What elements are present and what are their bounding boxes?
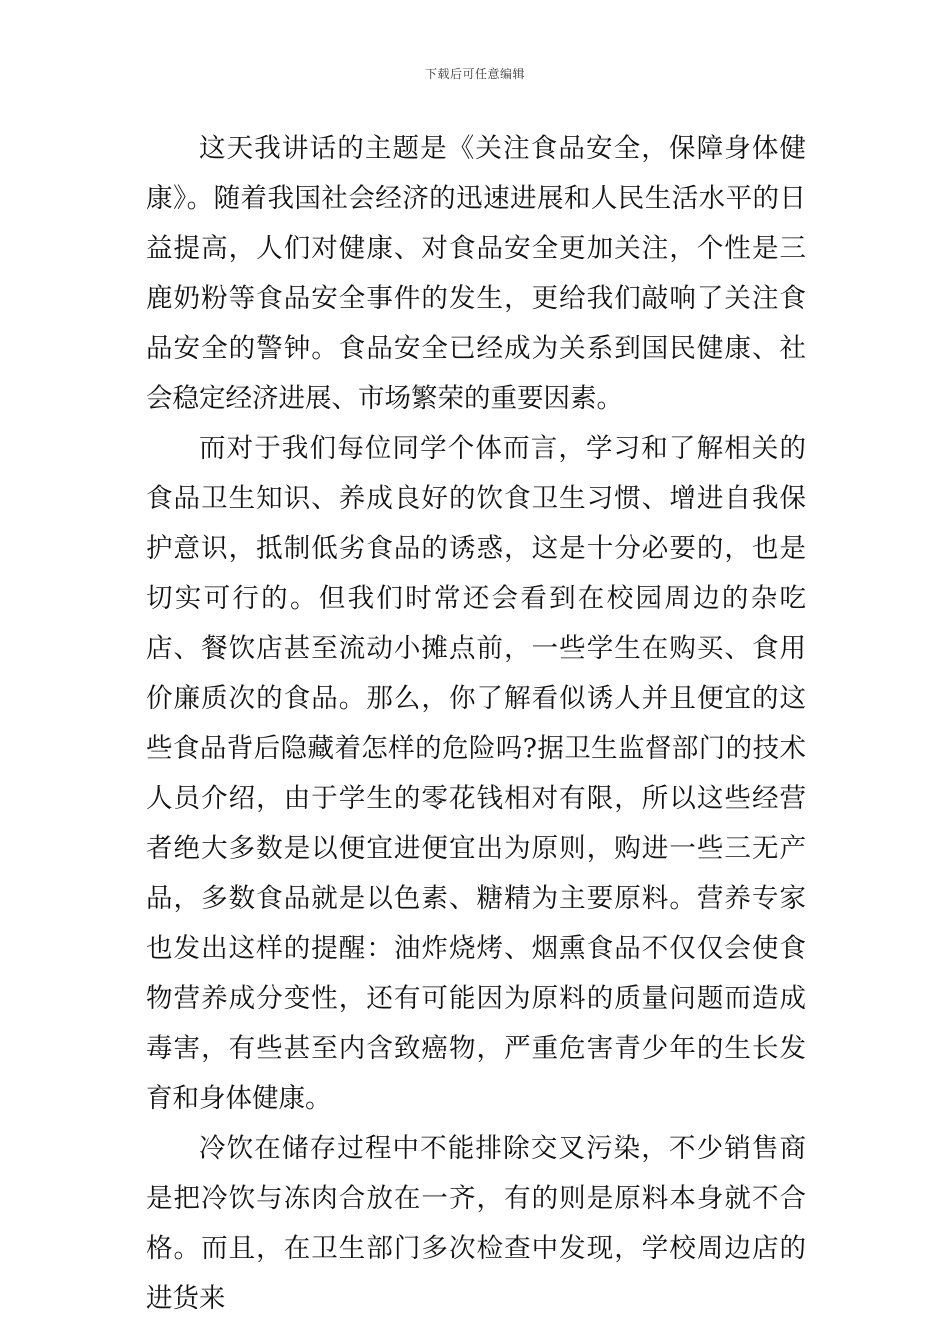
paragraph-3: 冷饮在储存过程中不能排除交叉污染，不少销售商是把冷饮与冻肉合放在一齐，有的则是原料本身就不合格。而且，在卫生部门多次检查中发现，学校周边店的进货来 bbox=[146, 1133, 806, 1314]
page-header: 下载后可任意编辑 bbox=[424, 67, 525, 81]
paragraph-1: 这天我讲话的主题是《关注食品安全，保障身体健康》。随着我国社会经济的迅速进展和人民生活水平的日益提高，人们对健康、对食品安全更加关注，个性是三鹿奶粉等食品安全事件的发生，更给我们敲响了关注食品安全的警钟。食品安全已经成为关系到国民健康、社会稳定经济进展、市场繁荣的重要因素。 bbox=[146, 133, 806, 414]
paragraph-2: 而对于我们每位同学个体而言，学习和了解相关的食品卫生知识、养成良好的饮食卫生习惯、增进自我保护意识，抵制低劣食品的诱惑，这是十分必要的，也是切实可行的。但我们时常还会看到在校园周边的杂吃店、餐饮店甚至流动小摊点前，一些学生在购买、食用价廉质次的食品。那么，你了解看似诱人并且便宜的这些食品背后隐藏着怎样的危险吗?据卫生监督部门的技术人员介绍，由于学生的零花钱相对有限，所以这些经营者绝大多数是以便宜进便宜出为原则，购进一些三无产品，多数食品就是以色素、糖精为主要原料。营养专家也发出这样的提醒：油炸烧烤、烟熏食品不仅仅会使食物营养成分变性，还有可能因为原料的质量问题而造成毒害，有些甚至内含致癌物，严重危害青少年的生长发育和身体健康。 bbox=[146, 433, 806, 1114]
document-body bbox=[146, 124, 806, 1324]
